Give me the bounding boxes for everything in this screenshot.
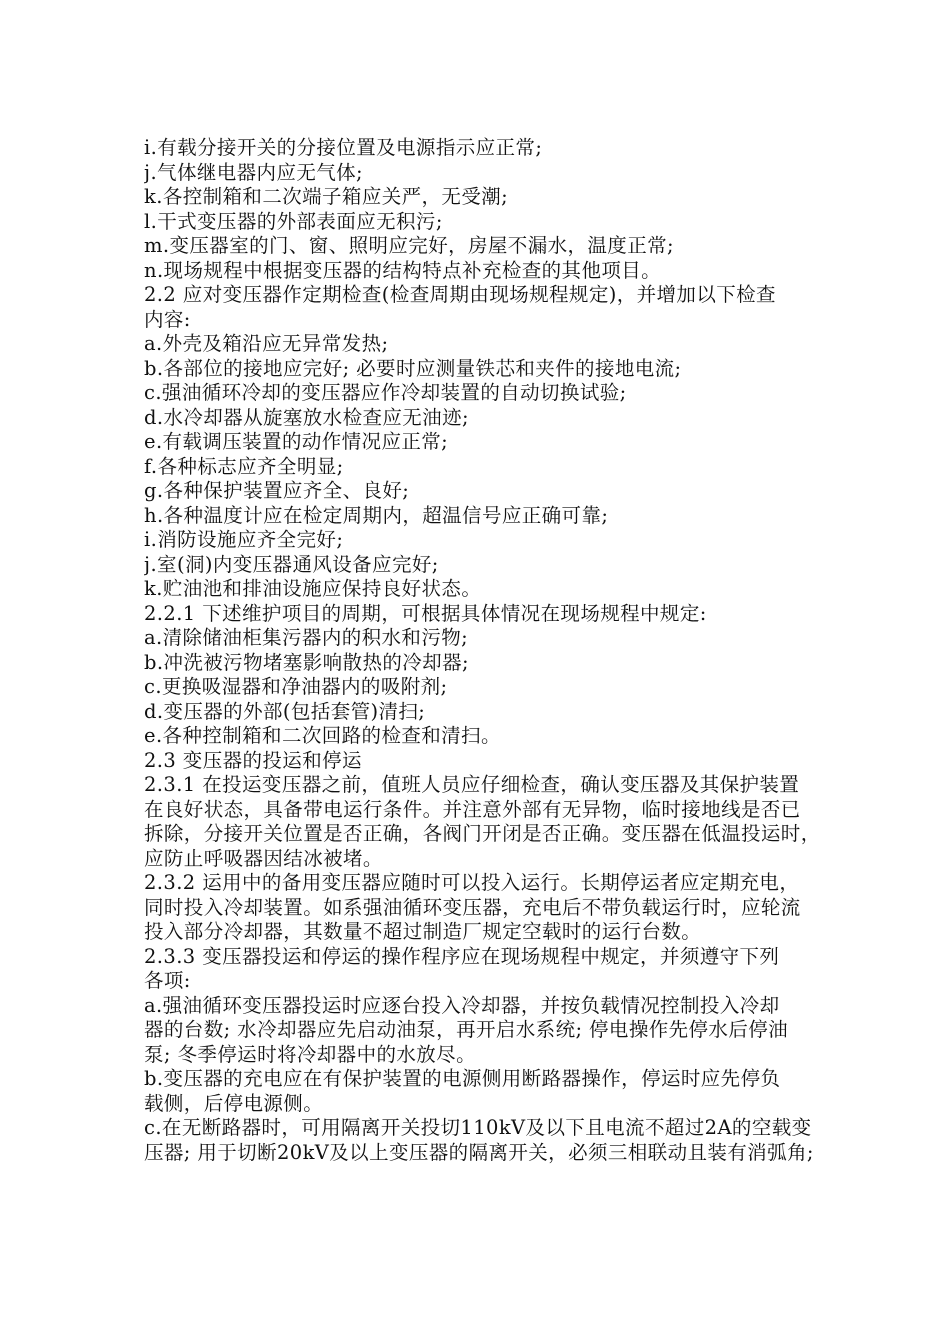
text-line: g.各种保护装置应齐全、良好; [144,479,410,502]
text-line: a.清除储油柜集污器内的积水和污物; [144,626,469,649]
section-heading-2-2: 2.2 应对变压器作定期检查(检查周期由现场规程规定)，并增加以下检查 [144,283,776,306]
text-line: m.变压器室的门、窗、照明应完好，房屋不漏水，温度正常; [144,234,674,257]
text-line: 各项: [144,969,191,992]
text-line: 拆除，分接开关位置是否正确，各阀门开闭是否正确。变压器在低温投运时， [144,822,821,845]
text-line: d.水冷却器从旋塞放水检查应无油迹; [144,405,469,429]
section-heading-2-3-3: 2.3.3 变压器投运和停运的操作程序应在现场规程中规定，并须遵守下列 [144,944,780,968]
text-line: 投入部分冷却器，其数量不超过制造厂规定空载时的运行台数。 [144,920,702,943]
text-line: 内容: [144,307,191,331]
document-body [144,136,880,1165]
text-line: e.有载调压装置的动作情况应正常; [144,430,449,453]
text-line: b.各部位的接地应完好; 必要时应测量铁芯和夹件的接地电流; [144,356,682,380]
text-line: b.冲洗被污物堵塞影响散热的冷却器; [144,650,469,674]
text-line: 在良好状态，具备带电运行条件。并注意外部有无异物，临时接地线是否已 [144,797,801,821]
text-line: f.各种标志应齐全明显; [144,454,344,478]
text-line: e.各种控制箱和二次回路的检查和清扫。 [144,724,501,747]
text-line: 器的台数; 水冷却器应先启动油泵，再开启水系统; 停电操作先停水后停油 [144,1018,789,1041]
text-line: i.有载分接开关的分接位置及电源指示应正常; [144,136,543,159]
text-line: 应防止呼吸器因结冰被堵。 [144,846,383,870]
text-line: d.变压器的外部(包括套管)清扫; [144,699,426,723]
text-line: n.现场规程中根据变压器的结构特点补充检查的其他项目。 [144,258,662,282]
text-line: a.外壳及箱沿应无异常发热; [144,332,389,355]
text-line: k.贮油池和排油设施应保持良好状态。 [144,577,482,600]
section-heading-2-3-2: 2.3.2 运用中的备用变压器应随时可以投入运行。长期停运者应定期充电， [144,871,800,894]
section-heading-2-2-1: 2.2.1 下述维护项目的周期，可根据具体情况在现场规程中规定: [144,601,707,625]
text-line: a.强油循环变压器投运时应逐台投入冷却器，并按负载情况控制投入冷却 [144,993,780,1017]
text-line: i.消防设施应齐全完好; [144,528,344,551]
section-heading-2-3-1: 2.3.1 在投运变压器之前，值班人员应仔细检查，确认变压器及其保护装置 [144,773,800,796]
text-line: b.变压器的充电应在有保护装置的电源侧用断路器操作，停运时应先停负 [144,1067,781,1090]
document-page [144,136,880,1165]
text-line: c.强油循环冷却的变压器应作冷却装置的自动切换试验; [144,381,627,404]
text-line: h.各种温度计应在检定周期内，超温信号应正确可靠; [144,503,609,527]
text-line: c.在无断路器时，可用隔离开关投切110kV及以下且电流不超过2A的空载变 [144,1116,812,1139]
text-line: c.更换吸湿器和净油器内的吸附剂; [144,675,448,698]
text-line: j.室(洞)内变压器通风设备应完好; [144,552,439,576]
text-line: j.气体继电器内应无气体; [144,160,364,184]
text-line: 同时投入冷却装置。如系强油循环变压器，充电后不带负载运行时，应轮流 [144,895,801,919]
section-heading-2-3: 2.3 变压器的投运和停运 [144,748,362,772]
text-line: l.干式变压器的外部表面应无积污; [144,209,443,233]
text-line: k.各控制箱和二次端子箱应关严，无受潮; [144,185,509,208]
text-line: 载侧，后停电源侧。 [144,1091,324,1115]
text-line: 压器; 用于切断20kV及以上变压器的隔离开关，必须三相联动且装有消弧角; [144,1140,814,1164]
text-line: 泵; 冬季停运时将冷却器中的水放尽。 [144,1042,476,1066]
